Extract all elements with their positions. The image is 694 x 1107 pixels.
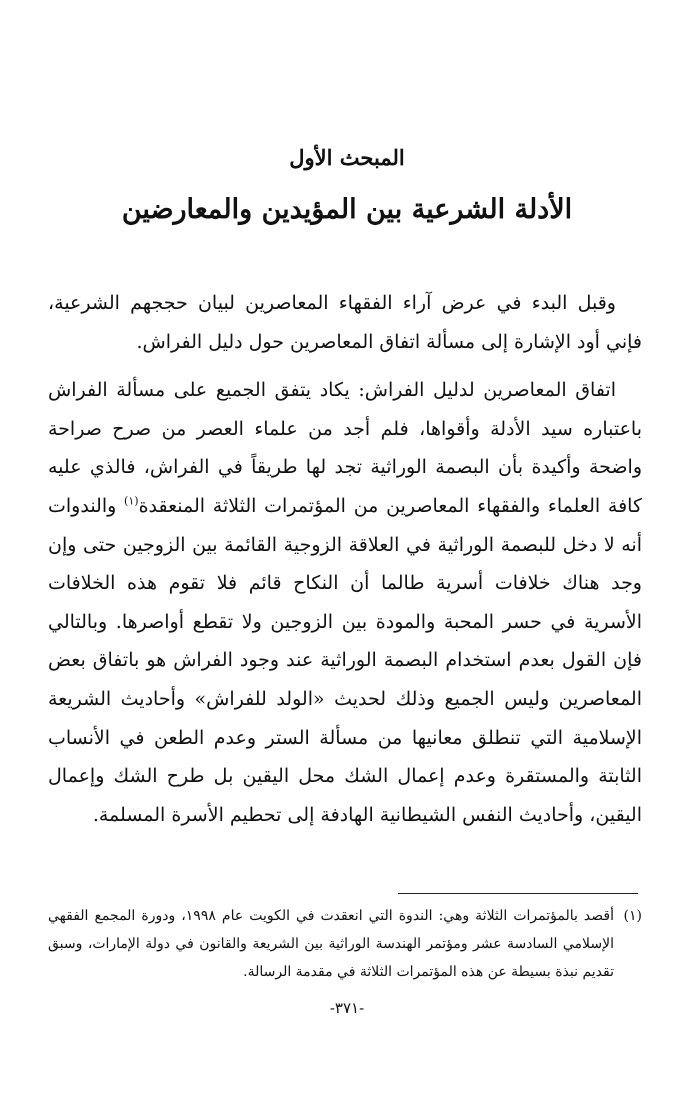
paragraph-consensus-text-a: اتفاق المعاصرين لدليل الفراش: يكاد يتفق الجميع على مسألة الفراش باعتباره سيد الأدلة وأقواها، فلم أجد من علماء العصر من صرح صراحة واضحة وأكيدة بأن البصمة الوراثية تجد لها طريقاً في الفراش، فالذي عليه كافة العلماء والفقهاء المعاصرين من المؤتمرات الثلاثة المنعقدة (48, 379, 642, 517)
footnote-reference[interactable]: (١) (124, 494, 139, 508)
section-label: المبحث الأول (289, 145, 405, 170)
paragraph-consensus (48, 371, 642, 834)
page-number: -٣٧١- (329, 999, 365, 1017)
paragraph-consensus-text-b: والندوات أنه لا دخل للبصمة الوراثية في العلاقة الزوجية القائمة بين الزوجين حتى وإن وجد هناك خلافات أسرية طالما أن النكاح قائم فلا تقوم هذه الخلافات الأسرية في حسر المحبة والمودة بين الزوجين ولا تقطع أواصرها. وبالتالي فإن القول بعدم استخدام البصمة الوراثية عند وجود الفراش هو باتفاق بعض المعاصرين وليس الجميع وذلك لحديث «الولد للفراش» وأحاديث الشريعة الإسلامية التي تنطلق معانيها من مسألة الستر وعدم الطعن في الأنساب الثابتة والمستقرة وعدم إعمال الشك محل اليقين بل طرح الشك وإعمال اليقين، وأحاديث النفس الشيطانية الهادفة إلى تحطيم الأسرة المسلمة. (48, 494, 642, 826)
body-text (48, 284, 642, 834)
footnote-number: (١) (623, 908, 642, 924)
footnote (48, 902, 642, 986)
paragraph-intro: وقبل البدء في عرض آراء الفقهاء المعاصرين لبيان حججهم الشرعية، فإني أود الإشارة إلى مسألة اتفاق المعاصرين حول دليل الفراش. (48, 292, 642, 353)
footnote-text: أقصد بالمؤتمرات الثلاثة وهي: الندوة التي انعقدت في الكويت عام ١٩٩٨، ودورة المجمع الفقهي الإسلامي السادسة عشر ومؤتمر الهندسة الوراثية بين الشريعة والقانون في دولة الإمارات، وسبق تقديم نبذة بسيطة عن هذه المؤتمرات الثلاثة في مقدمة الرسالة. (48, 908, 614, 980)
chapter-title: الأدلة الشرعية بين المؤيدين والمعارضين (121, 194, 573, 225)
footnote-divider (398, 893, 638, 894)
